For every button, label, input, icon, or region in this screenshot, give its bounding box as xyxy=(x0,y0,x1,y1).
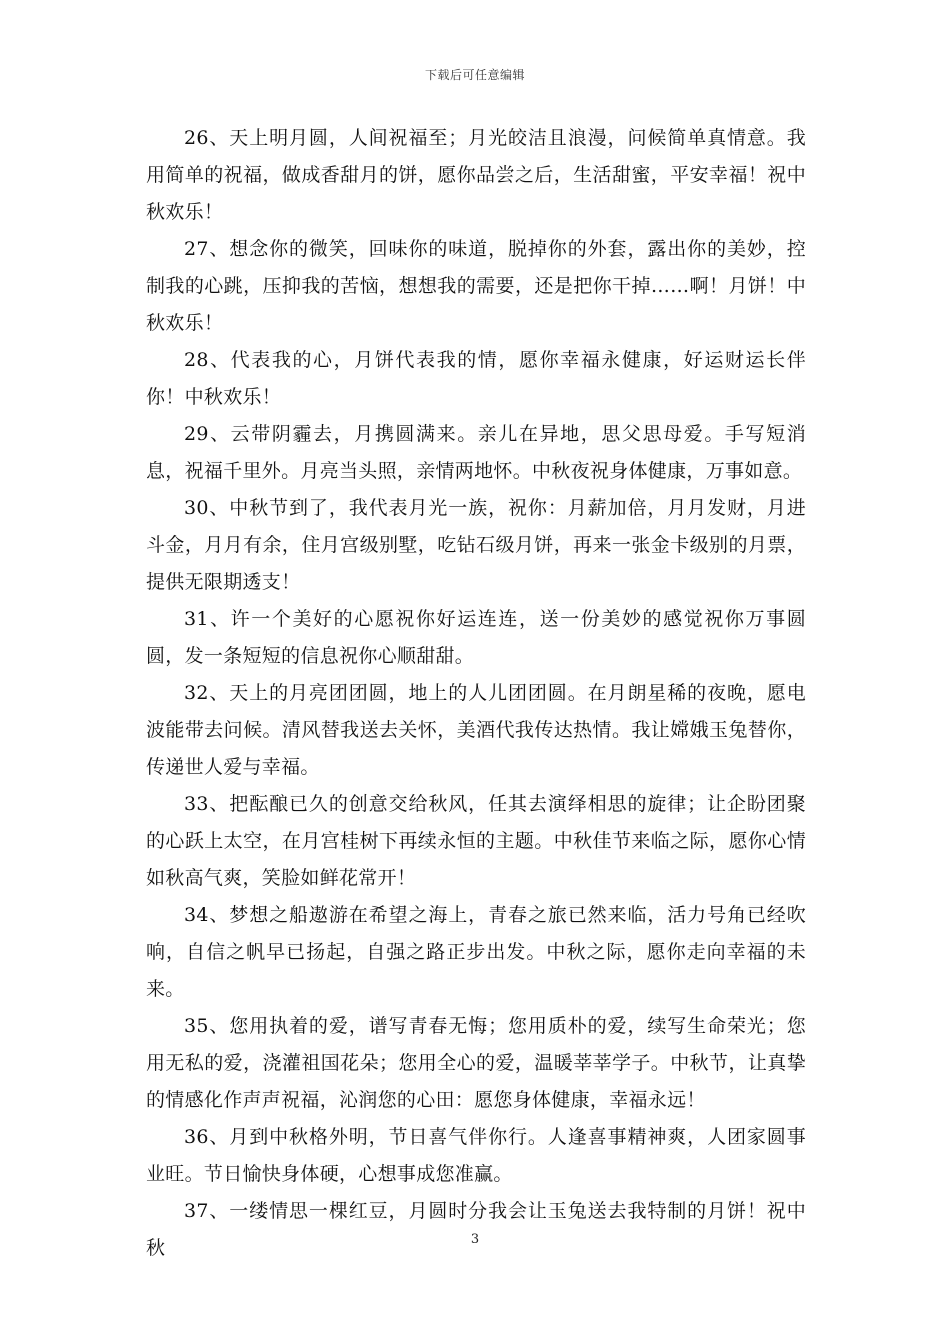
paragraph-29: 29、云带阴霾去，月携圆满来。亲儿在异地，思父思母爱。手写短消息，祝福千里外。月亮当头照，亲情两地怀。中秋夜祝身体健康，万事如意。 xyxy=(146,423,806,482)
paragraph-33: 33、把酝酿已久的创意交给秋风，任其去演绎相思的旋律；让企盼团聚的心跃上太空，在月宫桂树下再续永恒的主题。中秋佳节来临之际，愿你心情如秋高气爽，笑脸如鲜花常开！ xyxy=(146,793,806,889)
paragraph-36: 36、月到中秋格外明，节日喜气伴你行。人逢喜事精神爽，人团家圆事业旺。节日愉快身体硬，心想事成您准赢。 xyxy=(146,1126,806,1185)
paragraph-34: 34、梦想之船遨游在希望之海上，青春之旅已然来临，活力号角已经吹响，自信之帆早已扬起，自强之路正步出发。中秋之际，愿你走向幸福的未来。 xyxy=(146,904,806,1000)
paragraph-30: 30、中秋节到了，我代表月光一族，祝你：月薪加倍，月月发财，月进斗金，月月有余，住月宫级别墅，吃钻石级月饼，再来一张金卡级别的月票，提供无限期透支！ xyxy=(146,497,806,593)
paragraph-31: 31、许一个美好的心愿祝你好运连连，送一份美妙的感觉祝你万事圆圆，发一条短短的信息祝你心顺甜甜。 xyxy=(146,608,806,667)
paragraph-32: 32、天上的月亮团团圆，地上的人儿团团圆。在月朗星稀的夜晚，愿电波能带去问候。清风替我送去关怀，美酒代我传达热情。我让嫦娥玉兔替你，传递世人爱与幸福。 xyxy=(146,682,806,778)
document-body xyxy=(146,120,806,1267)
paragraph-27: 27、想念你的微笑，回味你的味道，脱掉你的外套，露出你的美妙，控制我的心跳，压抑我的苦恼，想想我的需要，还是把你干掉……啊！月饼！中秋欢乐！ xyxy=(146,238,806,334)
page-header: 下载后可任意编辑 xyxy=(424,68,525,82)
paragraph-37: 37、一缕情思一棵红豆，月圆时分我会让玉兔送去我特制的月饼！祝中秋 xyxy=(146,1200,806,1259)
paragraph-35: 35、您用执着的爱，谱写青春无悔；您用质朴的爱，续写生命荣光；您用无私的爱，浇灌祖国花朵；您用全心的爱，温暖莘莘学子。中秋节，让真挚的情感化作声声祝福，沁润您的心田：愿您身体健康，幸福永远！ xyxy=(146,1015,806,1111)
paragraph-28: 28、代表我的心，月饼代表我的情，愿你幸福永健康，好运财运长伴你！中秋欢乐！ xyxy=(146,349,806,408)
paragraph-26: 26、天上明月圆，人间祝福至；月光皎洁且浪漫，问候简单真情意。我用简单的祝福，做成香甜月的饼，愿你品尝之后，生活甜蜜，平安幸福！祝中秋欢乐！ xyxy=(146,127,806,223)
page-number: 3 xyxy=(470,1232,480,1247)
